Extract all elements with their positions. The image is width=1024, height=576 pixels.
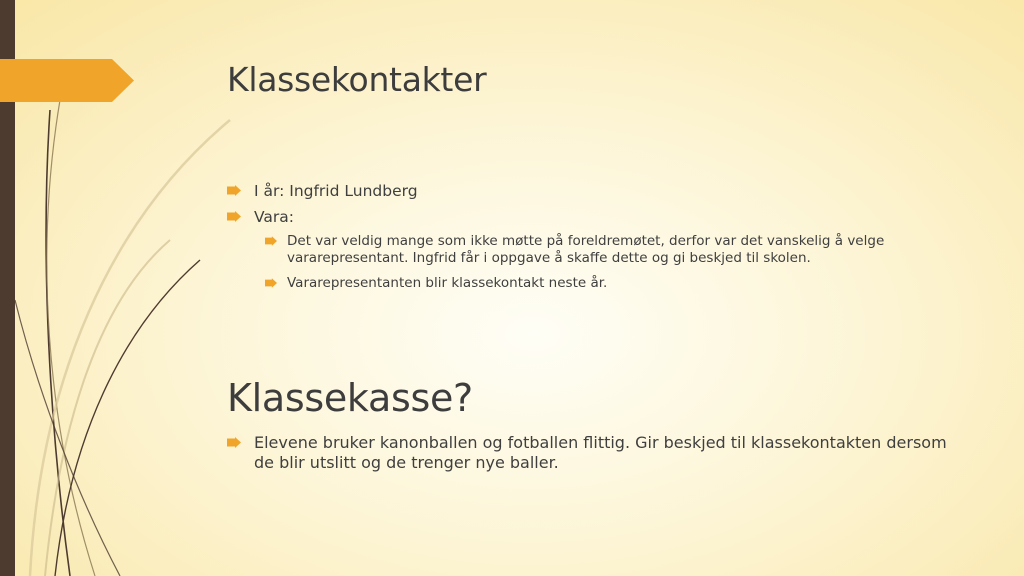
sub-bullet-item: [265, 275, 987, 292]
bullet-text: I år: Ingfrid Lundberg: [254, 182, 418, 200]
bullet-list-klassekontakter: [227, 181, 987, 300]
arrow-bullet-icon: [227, 211, 241, 222]
bullet-item: [227, 207, 987, 228]
section-title-klassekasse: Klassekasse?: [227, 376, 473, 420]
arrow-bullet-icon: [227, 437, 241, 448]
sub-bullet-text: Vararepresentanten blir klassekontakt neste år.: [287, 275, 608, 291]
bullet-item: [227, 433, 967, 473]
bullet-item: [227, 181, 987, 202]
arrow-bullet-icon: [227, 185, 241, 196]
sub-bullet-text: Det var veldig mange som ikke møtte på foreldremøtet, derfor var det vanskelig å velge vararepresentant. Ingfrid får i oppgave å skaffe dette og gi beskjed til skolen.: [287, 233, 885, 266]
sub-bullet-item: [265, 233, 987, 267]
accent-arrow-shape: [0, 59, 134, 102]
bullet-list-klassekasse: [227, 433, 967, 478]
bullet-text: Vara:: [254, 208, 294, 226]
arrow-bullet-icon: [265, 236, 277, 246]
arrow-bullet-icon: [265, 278, 277, 288]
section-title-klassekontakter: Klassekontakter: [227, 60, 487, 99]
bullet-text: Elevene bruker kanonballen og fotballen flittig. Gir beskjed til klassekontakten dersom de blir utslitt og de trenger nye baller.: [254, 433, 947, 472]
